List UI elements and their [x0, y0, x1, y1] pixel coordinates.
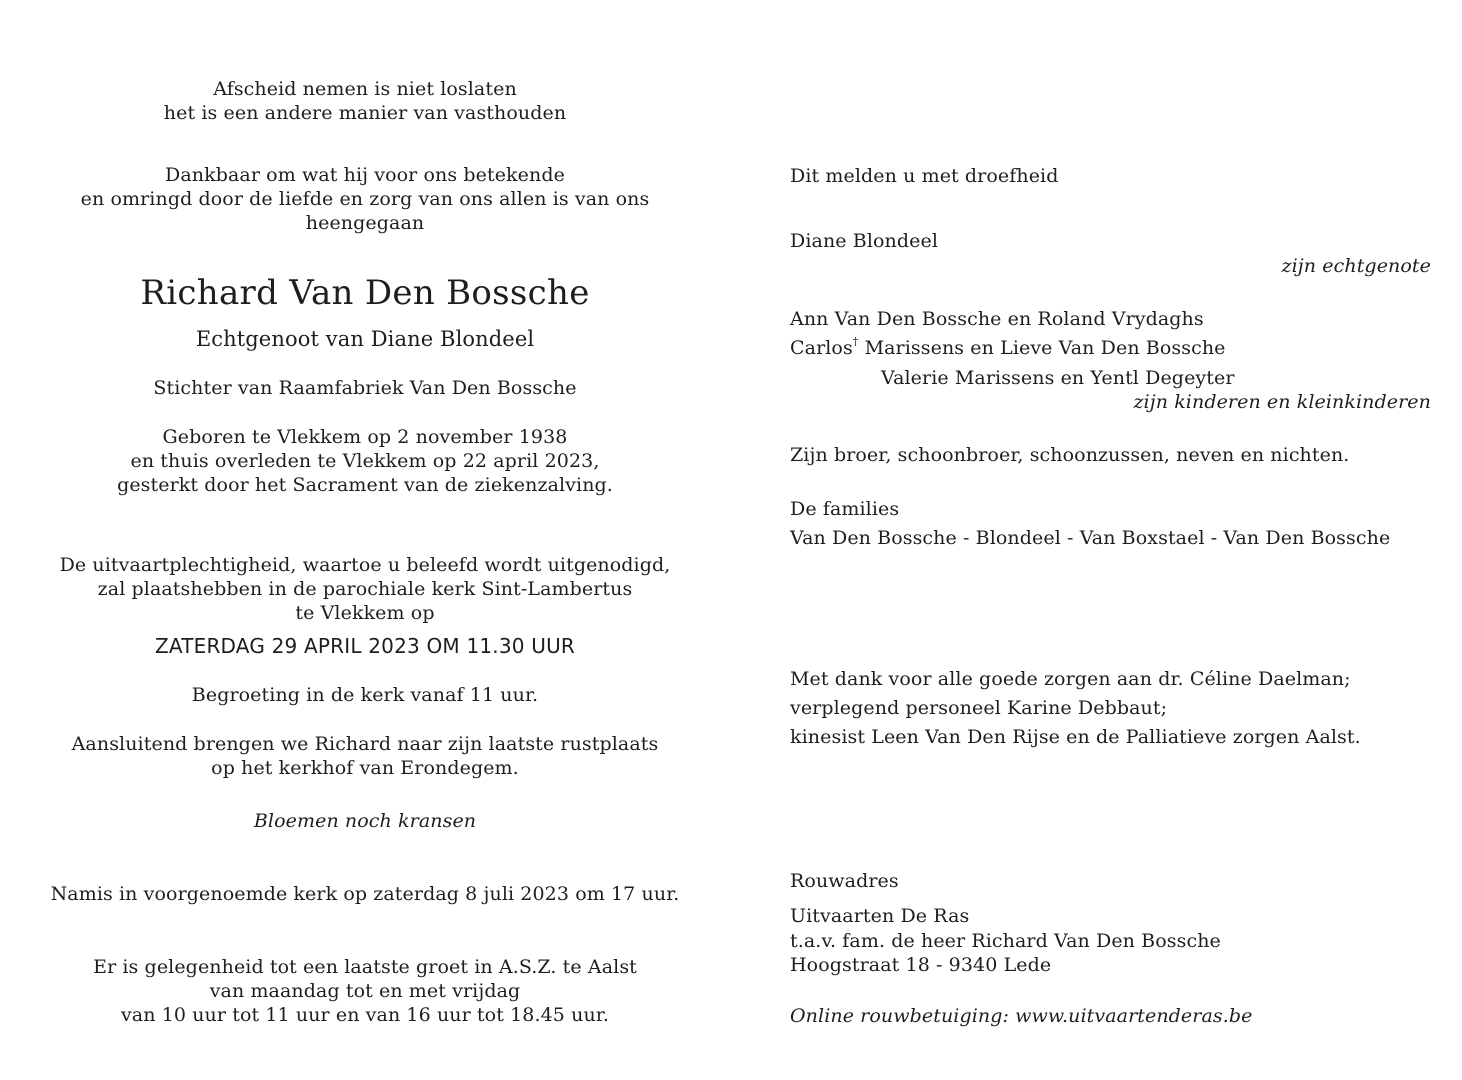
burial-line-2: op het kerkhof van Erondegem.: [211, 757, 519, 779]
child-line-2: [790, 336, 1226, 360]
relatives-line: Zijn broer, schoonbroer, schoonzussen, neven en nichten.: [790, 444, 1350, 466]
birth-line-2: en thuis overleden te Vlekkem op 22 april 2023,: [130, 450, 600, 472]
families-label: De families: [790, 498, 900, 520]
children-role: zijn kinderen en kleinkinderen: [1133, 391, 1431, 413]
poem-line-2: het is een andere manier van vasthouden: [163, 102, 567, 124]
poem-line-1: Afscheid nemen is niet loslaten: [213, 78, 517, 100]
visit-line-2: van maandag tot en met vrijdag: [209, 980, 521, 1002]
child2-rest: Marissens en Lieve Van Den Bossche: [858, 337, 1226, 359]
online-label: Online rouwbetuiging:: [790, 1005, 1016, 1027]
address-line-3: Hoogstraat 18 - 9340 Lede: [790, 954, 1052, 976]
flowers-line: Bloemen noch kransen: [253, 810, 477, 832]
spouse-line: Echtgenoot van Diane Blondeel: [195, 327, 535, 351]
thanks-line-1: Met dank voor alle goede zorgen aan dr. Céline Daelman;: [790, 668, 1351, 690]
address-line-2: t.a.v. fam. de heer Richard Van Den Bossche: [790, 930, 1221, 952]
mass-line: Namis in voorgenoemde kerk op zaterdag 8 juli 2023 om 17 uur.: [50, 883, 680, 905]
deceased-name: Richard Van Den Bossche: [140, 273, 590, 313]
child2-first: Carlos: [790, 337, 853, 359]
birth-line-3: gesterkt door het Sacrament van de ziekenzalving.: [117, 474, 613, 496]
visit-line-3: van 10 uur tot 11 uur en van 16 uur tot 18.45 uur.: [120, 1004, 610, 1026]
wife-role: zijn echtgenote: [1281, 255, 1431, 277]
ceremony-line-2: zal plaatshebben in de parochiale kerk Sint-Lambertus: [97, 578, 633, 600]
dagger-icon: †: [852, 334, 859, 348]
online-url-link[interactable]: www.uitvaartenderas.be: [1015, 1005, 1253, 1027]
thanks-line-3: kinesist Leen Van Den Rijse en de Palliatieve zorgen Aalst.: [790, 726, 1361, 748]
burial-line-1: Aansluitend brengen we Richard naar zijn laatste rustplaats: [71, 733, 659, 755]
online-line: [790, 1004, 1252, 1028]
grandchild-line: Valerie Marissens en Yentl Degeyter: [881, 367, 1235, 389]
birth-line-1: Geboren te Vlekkem op 2 november 1938: [162, 426, 568, 448]
wife-name: Diane Blondeel: [790, 230, 939, 252]
child-line-1: Ann Van Den Bossche en Roland Vrydaghs: [790, 308, 1204, 330]
families-line: Van Den Bossche - Blondeel - Van Boxstael - Van Den Bossche: [790, 527, 1391, 549]
thanks-line-2: verplegend personeel Karine Debbaut;: [790, 697, 1168, 719]
address-label: Rouwadres: [790, 870, 899, 892]
intro-line-2: en omringd door de liefde en zorg van ons allen is van ons: [80, 188, 650, 210]
intro-line-1: Dankbaar om wat hij voor ons betekende: [165, 164, 565, 186]
founder-line: Stichter van Raamfabriek Van Den Bossche: [153, 377, 577, 399]
visit-line-1: Er is gelegenheid tot een laatste groet in A.S.Z. te Aalst: [93, 956, 637, 978]
ceremony-line-1: De uitvaartplechtigheid, waartoe u beleefd wordt uitgenodigd,: [59, 554, 671, 576]
address-line-1: Uitvaarten De Ras: [790, 905, 970, 927]
intro-line-3: heengegaan: [305, 212, 425, 234]
greeting-line: Begroeting in de kerk vanaf 11 uur.: [191, 684, 539, 706]
funeral-date: ZATERDAG 29 APRIL 2023 OM 11.30 UUR: [154, 634, 576, 658]
announce-line: Dit melden u met droefheid: [790, 165, 1059, 187]
ceremony-line-3: te Vlekkem op: [295, 602, 435, 624]
